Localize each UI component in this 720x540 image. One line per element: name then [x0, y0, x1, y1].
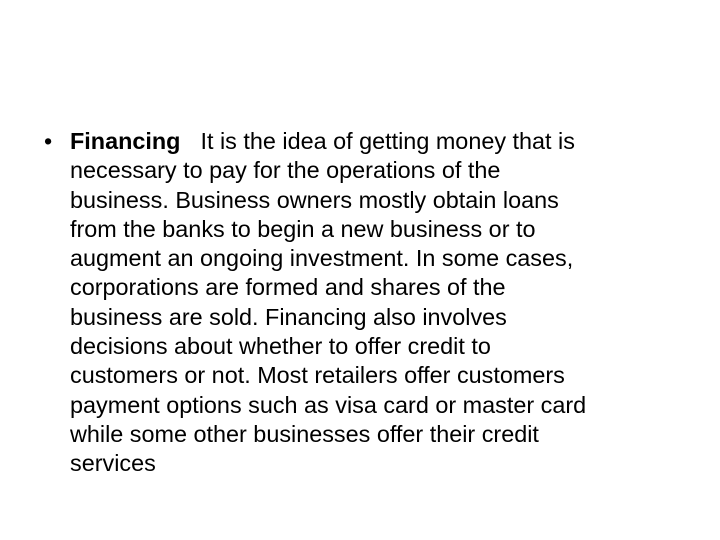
text-line-10: payment options such as visa card or master card	[70, 391, 587, 418]
text-line-7: business are sold. Financing also involves	[70, 303, 507, 330]
text-line-3: business. Business owners mostly obtain loans	[70, 186, 559, 213]
bullet-marker: •	[44, 128, 53, 154]
text-line-2: necessary to pay for the operations of the	[70, 157, 501, 184]
text-line-8: decisions about whether to offer credit to	[70, 333, 491, 360]
text-line-9: customers or not. Most retailers offer customers	[70, 362, 565, 389]
text-line-12: services	[70, 450, 156, 477]
bullet-item-financing	[44, 127, 710, 479]
text-line-4: from the banks to begin a new business or to	[70, 215, 536, 242]
text-line-11: while some other businesses offer their credit	[70, 420, 539, 447]
text-line-5: augment an ongoing investment. In some cases,	[70, 245, 574, 272]
term-financing: Financing	[70, 128, 181, 154]
text-line-1	[70, 127, 710, 156]
line-1-text: It is the idea of getting money that is	[200, 128, 575, 154]
text-line-6: corporations are formed and shares of the	[70, 274, 506, 301]
